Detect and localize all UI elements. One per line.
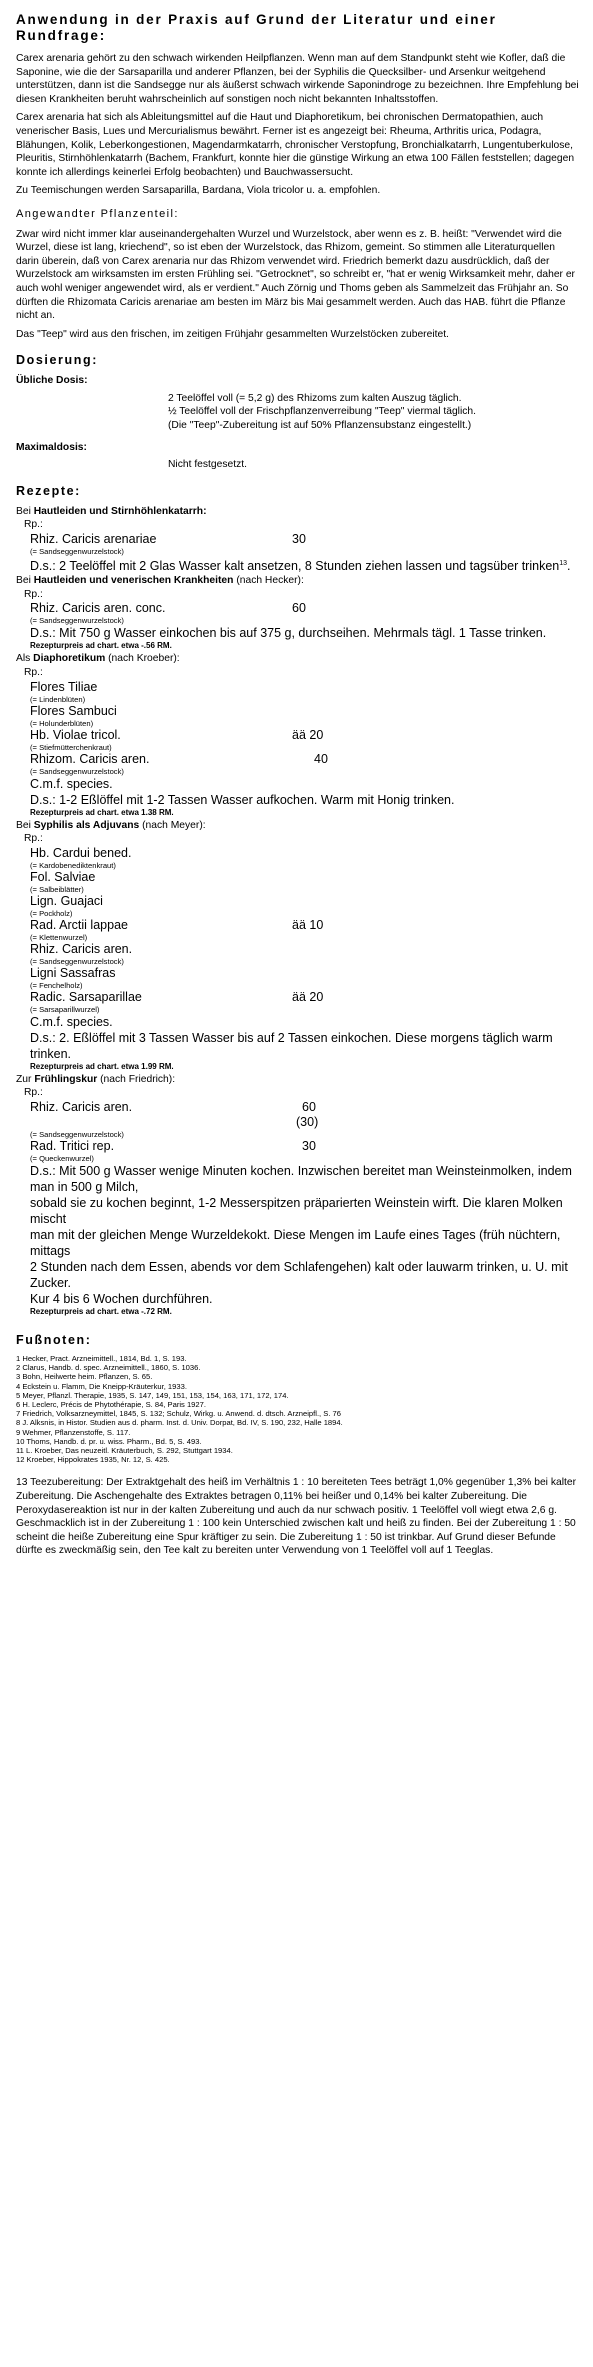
recipe-3-instructions: D.s.: 1-2 Eßlöffel mit 1-2 Tassen Wasser aufkochen. Warm mit Honig trinken. bbox=[30, 792, 455, 807]
ingredient-row bbox=[30, 846, 579, 861]
footnote-item: 3 Bohn, Heilwerte heim. Pflanzen, S. 65. bbox=[16, 1372, 153, 1382]
ingredient-name: Rhiz. Caricis arenariae bbox=[30, 532, 157, 547]
recipe-5-instructions-line: sobald sie zu kochen beginnt, 1-2 Messerspitzen präparierten Weinstein wirft. Die klaren Molken mischt bbox=[30, 1195, 563, 1226]
ingredient-row bbox=[30, 728, 579, 743]
footnote-ref-13[interactable]: 13 bbox=[559, 560, 568, 568]
usual-dose-line-2: ½ Teelöffel voll der Frischpflanzenverreibung "Teep" viermal täglich. bbox=[168, 406, 476, 418]
ingredient-quantity-alt: (30) bbox=[296, 1114, 319, 1129]
recipe-4-body bbox=[30, 846, 579, 1072]
recipe-1-header bbox=[16, 505, 579, 519]
footnote-item: 5 Meyer, Pflanzl. Therapie, 1935, S. 147, 149, 151, 153, 154, 163, 171, 172, 174. bbox=[16, 1390, 289, 1400]
recipe-5 bbox=[16, 1073, 579, 1317]
ingredient-quantity: 30 bbox=[302, 1138, 316, 1153]
recipe-4-header bbox=[16, 819, 579, 833]
recipe-3-body bbox=[30, 680, 579, 818]
recipe-3-rp: Rp.: bbox=[24, 666, 43, 678]
ingredient-name: Rhiz. Caricis aren. bbox=[30, 1099, 133, 1114]
recipe-1-rp: Rp.: bbox=[24, 519, 43, 531]
footnote-13: 13 Teezubereitung: Der Extraktgehalt des heiß im Verhältnis 1 : 10 bereiteten Tees beträgt 1,0% gegenüber 1,3% bei kalter Zubereitung. Die Aschengehalte des Extraktes betragen 0,11% bei heißer und 0,14% bei kalter Zubereitung. Die Peroxydasereaktion ist nur in der kalten Zubereitung und auch da nur schwach positiv. 1 Teelöffel voll wiegt etwa 2,6 g. Geschmacklich ist in der Zubereitung 1 : 100 kein Unterschied zwischen kalt und heiß zu finden. Bei der Zubereitung 1 : 50 scheint die heiße Zubereitung eine Spur kräftiger zu sein. Die Zubereitung 1 : 50 ist trinkbar. Auf Grund dieser Befunde dürfte es zweckmäßig sein, den Tee kalt zu bereiten unter Verwendung von 1 Teelöffel voll auf 1 Teeglas. bbox=[16, 1477, 577, 1557]
ingredient-name: Rad. Arctii lappae bbox=[30, 917, 128, 932]
recipe-4-price: Rezepturpreis ad chart. etwa 1.99 RM. bbox=[30, 1061, 174, 1071]
footnote-item: 11 L. Kroeber, Das neuzeitl. Kräuterbuch, S. 292, Stuttgart 1934. bbox=[16, 1445, 233, 1455]
ingredient-synonym: (= Klettenwurzel) bbox=[30, 932, 88, 942]
recipe-2-source: (nach Hecker): bbox=[233, 575, 304, 587]
plant-part-paragraph-1: Zwar wird nicht immer klar auseinandergehalten Wurzel und Wurzelstock, aber wenn es z. B. heißt: "Verwendet wird die Wurzel, diese ist lang, kriechend", so ist eben der Wurzelstock, das Rhizom, gemeint. So stimmen alle Literaturquellen darin überein, daß von Carex arenaria nur das Rhizom verwendet wird. Friedrich bemerkt dazu ausdrücklich, daß der Wurzelstock am wirksamsten im ersten Frühling sei. "Getrocknet", so schreibt er, "hat er wenig Wirksamkeit mehr, daher er auch wohl weniger angewendet wird, als er verdient." Auch Zörnig und Thoms geben als Sammelzeit das Frühjahr an. So dürften die Rhizomata Caricis arenariae am besten im März bis Mai gesammelt werden. Auch das HAB. führt die Pflanze nicht an. bbox=[16, 228, 575, 322]
ingredient-name: Rhiz. Caricis aren. bbox=[30, 941, 133, 956]
recipe-2-intro: Bei bbox=[16, 575, 34, 587]
ingredient-name: Ligni Sassafras bbox=[30, 965, 116, 980]
recipe-5-header bbox=[16, 1073, 579, 1087]
recipe-1-indication: Hautleiden und Stirnhöhlenkatarrh: bbox=[33, 505, 207, 517]
intro-paragraph-1: Carex arenaria gehört zu den schwach wirkenden Heilpflanzen. Wenn man auf dem Standpunkt steht wie Kofler, daß die Saponine, wie die der Sarsaparilla und anderer Pflanzen, bei der Syphilis die Quecksilber- und Arsenkur weitgehend unterstützen, dann ist die Sandsegge nur als äußerst schwach wirkende Saponindroge zu bezeichnen. Ihre Empfehlung bei diesen Krankheiten beruht wahrscheinlich auf sonstigen noch nicht bekannten Inhaltsstoffen. bbox=[16, 53, 579, 105]
recipe-5-instructions-line: man mit der gleichen Menge Wurzeldekokt. Diese Mengen im Laufe eines Tages (früh nüchtern, mittags bbox=[30, 1227, 561, 1258]
recipe-4-rp: Rp.: bbox=[24, 833, 43, 845]
usual-dose-value bbox=[168, 392, 579, 433]
recipe-2-indication: Hautleiden und venerischen Krankheiten bbox=[33, 575, 234, 587]
ingredient-row bbox=[30, 870, 579, 885]
recipe-4-cmf: C.m.f. species. bbox=[30, 1014, 113, 1029]
ingredient-synonym: (= Sandseggenwurzelstock) bbox=[30, 616, 124, 626]
ingredient-name: Lign. Guajaci bbox=[30, 893, 103, 908]
ingredient-synonym: (= Sandseggenwurzelstock) bbox=[30, 956, 124, 966]
recipe-5-intro: Zur bbox=[16, 1073, 35, 1085]
ingredient-name: Rhizom. Caricis aren. bbox=[30, 751, 150, 766]
plant-part-paragraph-2: Das "Teep" wird aus den frischen, im zeitigen Frühjahr gesammelten Wurzelstöcken zubereitet. bbox=[16, 328, 449, 340]
recipe-1-ds-end: . bbox=[567, 559, 571, 574]
ingredient-quantity: 40 bbox=[314, 751, 328, 766]
recipe-5-source: (nach Friedrich): bbox=[97, 1073, 176, 1085]
section-title-anwendung: Anwendung in der Praxis auf Grund der Literatur und einer Rundfrage: bbox=[16, 12, 497, 43]
recipe-1-instructions bbox=[30, 556, 579, 574]
footnote-item: 10 Thoms, Handb. d. pr. u. wiss. Pharm., Bd. 5, S. 493. bbox=[16, 1436, 202, 1446]
recipe-4-indication: Syphilis als Adjuvans bbox=[33, 819, 140, 831]
recipe-3-price: Rezepturpreis ad chart. etwa 1.38 RM. bbox=[30, 807, 174, 817]
ingredient-row bbox=[30, 990, 579, 1005]
ingredient-synonym: (= Queckenwurzel) bbox=[30, 1153, 94, 1163]
ingredient-row bbox=[30, 942, 579, 957]
recipe-2-body bbox=[30, 601, 579, 651]
ingredient-synonym: (= Lindenblüten) bbox=[30, 694, 86, 704]
ingredient-quantity: 60 bbox=[302, 1099, 316, 1114]
ingredient-name: Radic. Sarsaparillae bbox=[30, 989, 142, 1004]
intro-paragraph-2: Carex arenaria hat sich als Ableitungsmittel auf die Haut und Diaphoretikum, bei chronischen Dermatopathien, auch venerischer Basis, Lues und Mercurialismus bewährt. Ferner ist es angezeigt bei: Rheuma, Arthritis urica, Podagra, Blähungen, Kolik, Leberkongestionen, Magendarmkatarrh, chronischer Verstopfung, Bronchialkatarrh, Lungentuberkulose, Pleuritis, Stirnhöhlenkatarrh (Bachem, Frankfurt, konnte hier die günstige Wirkung an etwa 100 Fällen feststellen; dagegen konnte ich allerdings keinerlei Erfolg beobachten) und Bauchwassersucht. bbox=[16, 112, 575, 178]
ingredient-name: Fol. Salviae bbox=[30, 869, 96, 884]
ingredient-synonym: (= Stiefmütterchenkraut) bbox=[30, 742, 112, 752]
footnote-item: 4 Eckstein u. Flamm, Die Kneipp-Kräuterkur, 1933. bbox=[16, 1381, 187, 1391]
recipe-4-source: (nach Meyer): bbox=[139, 819, 206, 831]
footnote-item: 12 Kroeber, Hippokrates 1935, Nr. 12, S. 425. bbox=[16, 1455, 170, 1465]
section-title-plant-part: Angewandter Pflanzenteil: bbox=[16, 207, 179, 220]
ingredient-row bbox=[30, 894, 579, 909]
footnote-item: 2 Clarus, Handb. d. spec. Arzneimittell., 1860, S. 1036. bbox=[16, 1363, 201, 1373]
recipe-1 bbox=[16, 505, 579, 574]
ingredient-name: Hb. Violae tricol. bbox=[30, 727, 121, 742]
recipe-5-indication: Frühlingskur bbox=[34, 1073, 98, 1085]
recipe-2 bbox=[16, 574, 579, 651]
footnote-item: 8 J. Alksnis, in Histor. Studien aus d. pharm. Inst. d. Univ. Dorpat, Bd. IV, S. 190, 232, Halle 1894. bbox=[16, 1418, 343, 1428]
recipe-1-intro: Bei bbox=[16, 505, 34, 517]
ingredient-quantity: 60 bbox=[292, 601, 306, 616]
ingredient-row bbox=[30, 918, 579, 933]
footnote-item: 7 Friedrich, Volksarzneymittel, 1845, S. 132; Schulz, Wirkg. u. Anwend. d. dtsch. Arzneipfl., S. 76 bbox=[16, 1409, 341, 1419]
ingredient-quantity: 30 bbox=[292, 532, 306, 547]
ingredient-synonym: (= Pockholz) bbox=[30, 908, 73, 918]
recipe-5-body bbox=[30, 1100, 579, 1317]
ingredient-synonym: (= Fenchelholz) bbox=[30, 980, 83, 990]
recipe-1-body bbox=[30, 532, 579, 574]
ingredient-row-alt bbox=[30, 1115, 579, 1130]
section-title-dosierung: Dosierung: bbox=[16, 353, 98, 368]
recipe-3-intro: Als bbox=[16, 653, 34, 665]
ingredient-quantity: ää 20 bbox=[292, 989, 324, 1004]
ingredient-name: Rhiz. Caricis aren. conc. bbox=[30, 601, 166, 616]
ingredient-synonym: (= Sarsaparillwurzel) bbox=[30, 1004, 100, 1014]
recipe-5-instructions-line: D.s.: Mit 500 g Wasser wenige Minuten kochen. Inzwischen bereitet man Weinsteinmolken, indem man in 500 g Milch, bbox=[30, 1163, 572, 1194]
ingredient-row bbox=[30, 680, 579, 695]
footnote-item: 9 Wehmer, Pflanzenstoffe, S. 117. bbox=[16, 1427, 131, 1437]
ingredient-quantity: ää 10 bbox=[292, 917, 324, 932]
recipe-2-price: Rezepturpreis ad chart. etwa -.56 RM. bbox=[30, 641, 172, 651]
recipe-4-intro: Bei bbox=[16, 819, 34, 831]
ingredient-name: Rad. Tritici rep. bbox=[30, 1138, 115, 1153]
ingredient-synonym: (= Sandseggenwurzelstock) bbox=[30, 1129, 124, 1139]
recipe-3-source: (nach Kroeber): bbox=[105, 653, 180, 665]
footnote-item: 6 H. Leclerc, Précis de Phytothérapie, S. 84, Paris 1927. bbox=[16, 1399, 206, 1409]
ingredient-row bbox=[30, 966, 579, 981]
recipe-5-instructions-line: Kur 4 bis 6 Wochen durchführen. bbox=[30, 1291, 213, 1306]
footnote-list bbox=[16, 1354, 579, 1464]
ingredient-row bbox=[30, 704, 579, 719]
recipe-2-rp: Rp.: bbox=[24, 588, 43, 600]
ingredient-row bbox=[30, 1139, 579, 1154]
ingredient-synonym: (= Holunderblüten) bbox=[30, 718, 94, 728]
usual-dose-label: Übliche Dosis: bbox=[16, 375, 88, 387]
recipe-5-rp: Rp.: bbox=[24, 1087, 43, 1099]
ingredient-synonym: (= Sandseggenwurzelstock) bbox=[30, 766, 124, 776]
recipe-4 bbox=[16, 819, 579, 1072]
recipe-3-indication: Diaphoretikum bbox=[33, 653, 106, 665]
ingredient-synonym: (= Salbeiblätter) bbox=[30, 884, 84, 894]
ingredient-name: Hb. Cardui bened. bbox=[30, 845, 132, 860]
usual-dose-line-1: 2 Teelöffel voll (= 5,2 g) des Rhizoms zum kalten Auszug täglich. bbox=[168, 392, 462, 404]
ingredient-row bbox=[30, 601, 579, 616]
recipe-2-instructions: D.s.: Mit 750 g Wasser einkochen bis auf 375 g, durchseihen. Mehrmals tägl. 1 Tasse trinken. bbox=[30, 626, 547, 641]
recipe-5-instructions-line: 2 Stunden nach dem Essen, abends vor dem Schlafengehen) kalt oder lauwarm trinken, u. U. mit Zucker. bbox=[30, 1259, 568, 1290]
recipe-5-price: Rezepturpreis ad chart. etwa -.72 RM. bbox=[30, 1306, 172, 1316]
recipe-3-cmf: C.m.f. species. bbox=[30, 776, 113, 791]
usual-dose-line-3: (Die "Teep"-Zubereitung ist auf 50% Pflanzensubstanz eingestellt.) bbox=[168, 420, 472, 432]
ingredient-name: Flores Sambuci bbox=[30, 703, 117, 718]
recipe-3 bbox=[16, 652, 579, 817]
ingredient-row bbox=[30, 1100, 579, 1115]
ingredient-synonym: (= Kardobenediktenkraut) bbox=[30, 860, 116, 870]
ingredient-synonym: (= Sandseggenwurzelstock) bbox=[30, 547, 124, 557]
recipe-2-header bbox=[16, 574, 579, 588]
recipe-4-instructions: D.s.: 2. Eßlöffel mit 3 Tassen Wasser bis auf 2 Tassen einkochen. Diese morgens täglich warm trinken. bbox=[30, 1030, 553, 1061]
footnote-item: 1 Hecker, Pract. Arzneimittell., 1814, Bd. 1, S. 193. bbox=[16, 1353, 187, 1363]
recipe-3-header bbox=[16, 652, 579, 666]
section-title-rezepte: Rezepte: bbox=[16, 483, 81, 498]
ingredient-quantity: ää 20 bbox=[292, 727, 324, 742]
intro-paragraph-3: Zu Teemischungen werden Sarsaparilla, Bardana, Viola tricolor u. a. empfohlen. bbox=[16, 185, 381, 197]
ingredient-name: Flores Tiliae bbox=[30, 679, 98, 694]
ingredient-row bbox=[30, 752, 579, 767]
max-dose-value: Nicht festgesetzt. bbox=[168, 459, 247, 471]
recipe-1-ds-text: D.s.: 2 Teelöffel mit 2 Glas Wasser kalt ansetzen, 8 Stunden ziehen lassen und tagsüber trinken bbox=[30, 559, 560, 574]
ingredient-row bbox=[30, 532, 579, 547]
section-title-fussnoten: Fußnoten: bbox=[16, 1332, 92, 1347]
max-dose-label: Maximaldosis: bbox=[16, 441, 87, 453]
